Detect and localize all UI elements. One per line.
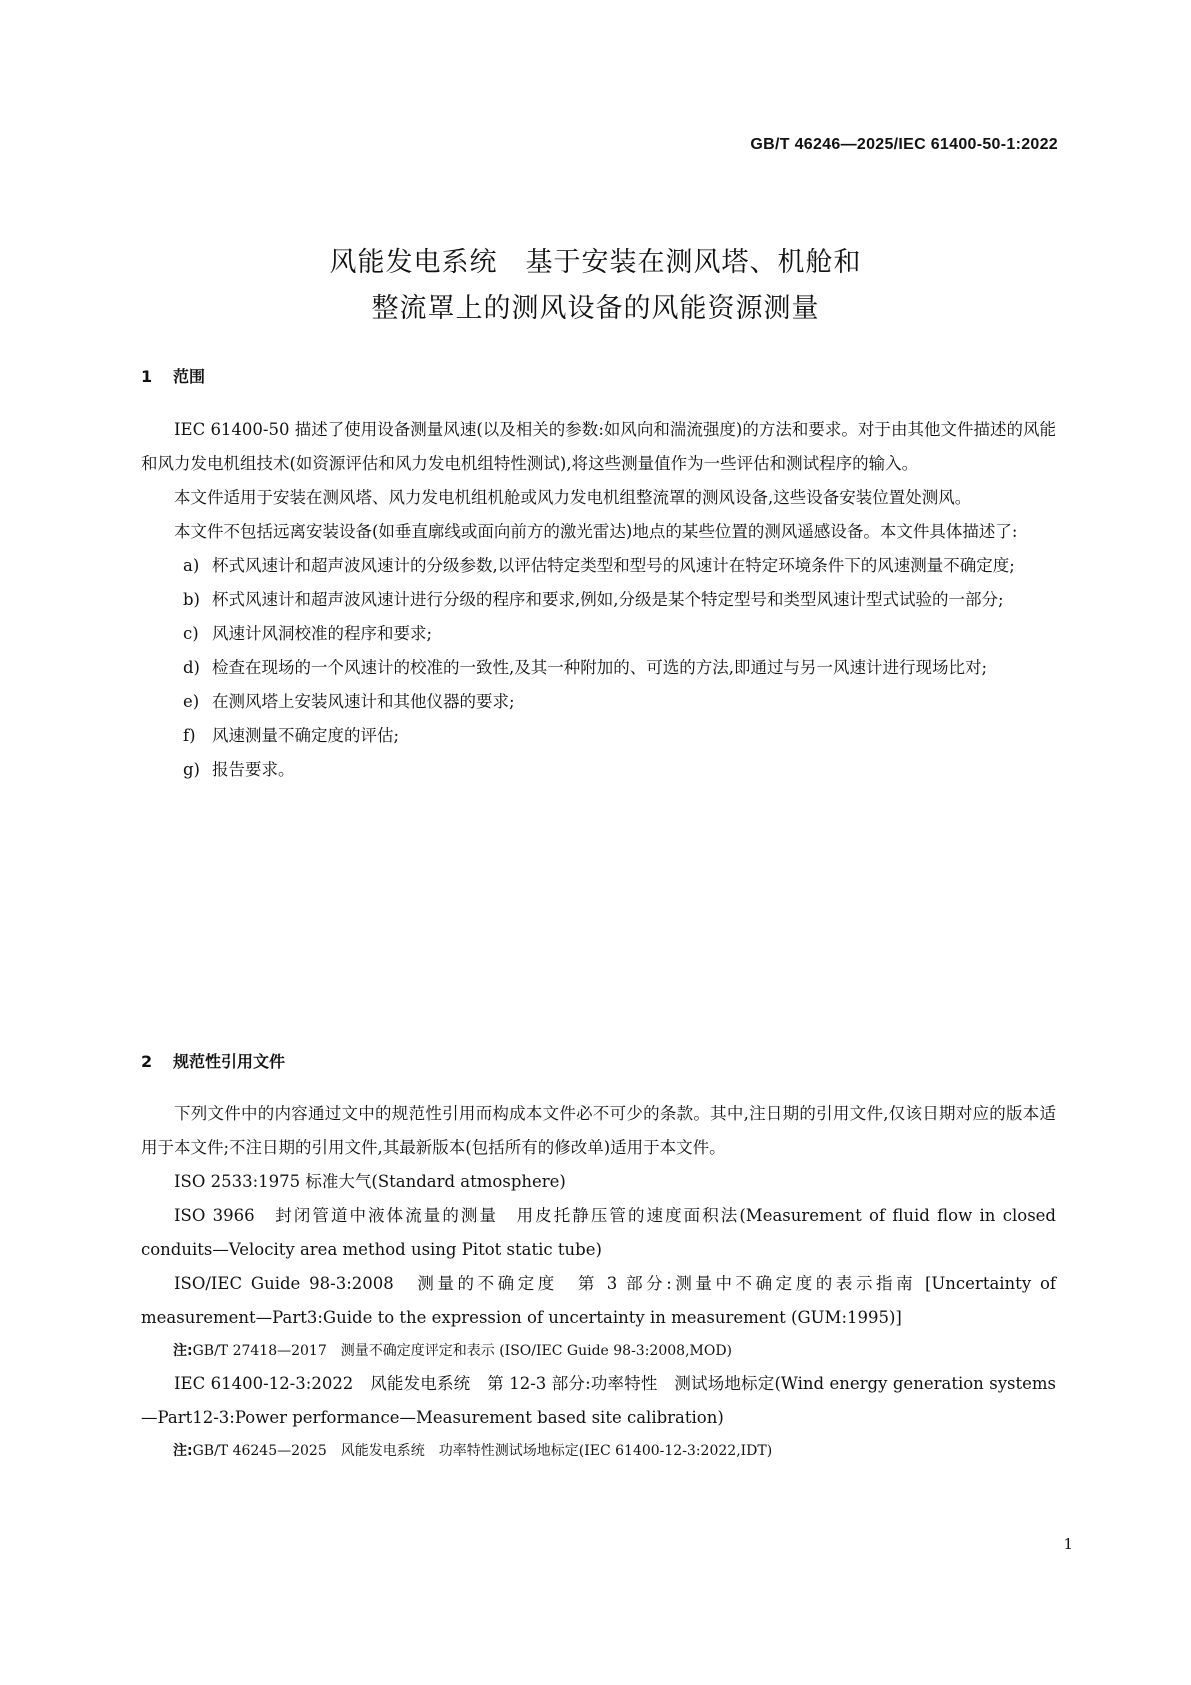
page-number: 1 [1063,1535,1073,1553]
reference-entry: ISO 2533:1975 标准大气(Standard atmosphere) [174,1172,566,1191]
list-item [141,753,1056,787]
list-item-text: 风速计风洞校准的程序和要求; [212,624,433,643]
paragraph: 本文件适用于安装在测风塔、风力发电机组机舱或风力发电机组整流罩的测风设备,这些设备安装位置处测风。 [174,488,972,507]
list-item-text: 检查在现场的一个风速计的校准的一致性,及其一种附加的、可选的方法,即通过与另一风速计进行现场比对; [212,658,988,677]
section-2-heading [141,1049,285,1072]
note-label: 注: [173,1443,193,1459]
reference-entry: ISO/IEC Guide 98-3:2008 测量的不确定度 第 3 部分:测量中不确定度的表示指南 [Uncertainty of measurement—Part3:Guide to the expression of uncertainty in measurement (GUM:1995)] [141,1274,1056,1327]
reference-entry: IEC 61400-12-3:2022 风能发电系统 第 12-3 部分:功率特性 测试场地标定(Wind energy generation systems—Part12-3:Power performance—Measurement based site calibration) [141,1374,1056,1427]
note-text: GB/T 27418—2017 测量不确定度评定和表示 (ISO/IEC Guide 98-3:2008,MOD) [192,1343,733,1359]
section-number: 1 [141,367,153,386]
section-title: 规范性引用文件 [173,1052,286,1071]
list-marker: a) [183,556,200,575]
list-marker: e) [183,692,200,711]
list-item [141,617,1056,651]
list-marker: g) [183,760,200,779]
note [141,1435,1056,1467]
document-title [0,240,1191,332]
section-1-body [141,413,1056,787]
title-line-1: 风能发电系统 基于安装在测风塔、机舱和 [329,247,862,278]
list-item-text: 报告要求。 [212,760,295,779]
section-1-heading [141,364,205,387]
list-item [141,719,1056,753]
list-item-text: 风速测量不确定度的评估; [212,726,400,745]
standard-number: GB/T 46246—2025/IEC 61400-50-1:2022 [750,136,1058,153]
list-marker: d) [183,658,200,677]
list-item-text: 在测风塔上安装风速计和其他仪器的要求; [212,692,515,711]
list-marker: f) [183,726,196,745]
list-marker: b) [183,590,200,609]
list-item [141,651,1056,685]
title-line-2: 整流罩上的测风设备的风能资源测量 [371,293,820,324]
list-marker: c) [183,624,199,643]
note [141,1335,1056,1367]
list-item [141,685,1056,719]
note-text: GB/T 46245—2025 风能发电系统 功率特性测试场地标定(IEC 61400-12-3:2022,IDT) [192,1443,773,1459]
reference-entry: ISO 3966 封闭管道中液体流量的测量 用皮托静压管的速度面积法(Measurement of fluid flow in closed conduits—Velocity area method using Pitot static tube) [141,1206,1056,1259]
list-item-text: 杯式风速计和超声波风速计进行分级的程序和要求,例如,分级是某个特定型号和类型风速计型式试验的一部分; [212,590,1004,609]
section-2-body [141,1097,1056,1467]
list-item-text: 杯式风速计和超声波风速计的分级参数,以评估特定类型和型号的风速计在特定环境条件下的风速测量不确定度; [212,556,1015,575]
section-number: 2 [141,1052,153,1071]
note-label: 注: [173,1343,193,1359]
paragraph: 下列文件中的内容通过文中的规范性引用而构成本文件必不可少的条款。其中,注日期的引用文件,仅该日期对应的版本适用于本文件;不注日期的引用文件,其最新版本(包括所有的修改单)适用于本文件。 [141,1104,1056,1157]
list-item [141,549,1056,583]
section-title: 范围 [173,367,206,386]
paragraph: IEC 61400-50 描述了使用设备测量风速(以及相关的参数:如风向和湍流强度)的方法和要求。对于由其他文件描述的风能和风力发电机组技术(如资源评估和风力发电机组特性测试),将这些测量值作为一些评估和测试程序的输入。 [141,420,1056,473]
paragraph: 本文件不包括远离安装设备(如垂直廓线或面向前方的激光雷达)地点的某些位置的测风遥感设备。本文件具体描述了: [174,522,1018,541]
list-item [141,583,1056,617]
